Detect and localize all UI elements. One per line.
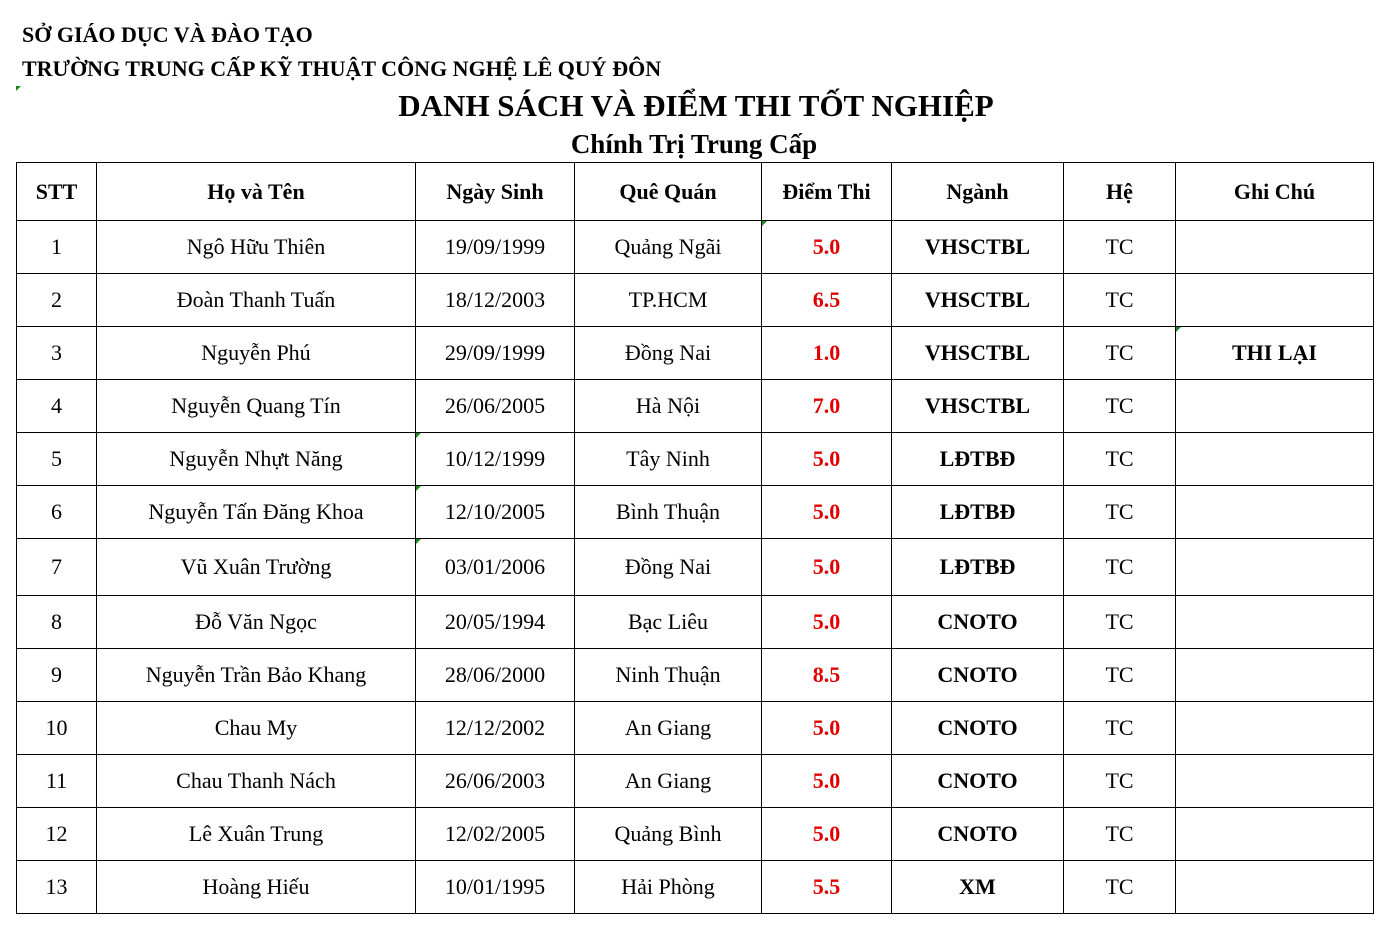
- cell-dob-text: 12/12/2002: [444, 715, 546, 740]
- cell-name-text: Lê Xuân Trung: [188, 821, 324, 846]
- cell-level: [1064, 702, 1176, 755]
- cell-major: [892, 755, 1064, 808]
- cell-major-text: LĐTBĐ: [939, 446, 1016, 471]
- cell-hometown: [575, 221, 762, 274]
- cell-level-text: TC: [1105, 393, 1134, 418]
- table-row: [17, 539, 1374, 596]
- cell-dob-text: 20/05/1994: [444, 609, 546, 634]
- cell-hometown: [575, 486, 762, 539]
- cell-stt-text: 2: [51, 287, 62, 312]
- cell-stt-text: 11: [45, 768, 68, 793]
- cell-dob-text: 26/06/2003: [444, 768, 546, 793]
- cell-stt-text: 8: [51, 609, 62, 634]
- cell-major: [892, 433, 1064, 486]
- cell-marker-icon: [416, 433, 421, 438]
- cell-stt: [17, 808, 97, 861]
- cell-score-text: 6.5: [812, 287, 841, 312]
- cell-level-text: TC: [1105, 554, 1134, 579]
- cell-score: [762, 327, 892, 380]
- cell-name: [97, 433, 416, 486]
- cell-hometown-text: Ninh Thuận: [615, 662, 721, 687]
- cell-hometown-text: Hà Nội: [635, 393, 701, 418]
- cell-major-text: CNOTO: [937, 821, 1018, 846]
- cell-dob-text: 26/06/2005: [444, 393, 546, 418]
- cell-score: [762, 380, 892, 433]
- column-header-name: Họ và Tên: [97, 163, 416, 221]
- table-row: [17, 596, 1374, 649]
- cell-level: [1064, 486, 1176, 539]
- cell-level-text: TC: [1105, 499, 1134, 524]
- cell-major: [892, 702, 1064, 755]
- cell-name-text: Nguyễn Phú: [201, 340, 311, 365]
- cell-stt: [17, 649, 97, 702]
- cell-name-text: Nguyễn Tấn Đăng Khoa: [148, 499, 364, 524]
- table-row: [17, 861, 1374, 914]
- cell-dob: [416, 274, 575, 327]
- cell-name: [97, 596, 416, 649]
- cell-score: [762, 433, 892, 486]
- cell-hometown-text: Tây Ninh: [626, 446, 710, 471]
- cell-major-text: LĐTBĐ: [939, 554, 1016, 579]
- cell-stt: [17, 380, 97, 433]
- cell-hometown: [575, 274, 762, 327]
- cell-marker-icon: [762, 221, 767, 226]
- cell-stt: [17, 486, 97, 539]
- cell-major: [892, 539, 1064, 596]
- cell-major-text: VHSCTBL: [924, 340, 1031, 365]
- cell-score-text: 8.5: [812, 662, 841, 687]
- cell-name-text: Hoàng Hiếu: [202, 874, 310, 899]
- table-row: [17, 486, 1374, 539]
- cell-name-text: Nguyễn Trần Bảo Khang: [145, 662, 367, 687]
- cell-note: [1176, 327, 1374, 380]
- cell-major-text: LĐTBĐ: [939, 499, 1016, 524]
- cell-name-text: Nguyễn Quang Tín: [171, 393, 341, 418]
- cell-dob: [416, 755, 575, 808]
- cell-note: [1176, 274, 1374, 327]
- cell-score: [762, 755, 892, 808]
- cell-stt-text: 10: [45, 715, 68, 740]
- column-header-score: Điểm Thi: [762, 163, 892, 221]
- cell-name-text: Vũ Xuân Trường: [180, 554, 332, 579]
- cell-name: [97, 861, 416, 914]
- cell-stt-text: 1: [51, 234, 62, 259]
- cell-score: [762, 702, 892, 755]
- cell-note: [1176, 486, 1374, 539]
- school-name: TRƯỜNG TRUNG CẤP KỸ THUẬT CÔNG NGHỆ LÊ QUÝ ĐÔN: [22, 56, 662, 81]
- cell-hometown: [575, 327, 762, 380]
- cell-hometown-text: Bạc Liêu: [627, 609, 709, 634]
- cell-score: [762, 596, 892, 649]
- column-header-note: Ghi Chú: [1176, 163, 1374, 221]
- cell-dob-text: 18/12/2003: [444, 287, 546, 312]
- cell-marker-icon: [416, 486, 421, 491]
- cell-score-text: 5.5: [812, 874, 841, 899]
- table-row: [17, 221, 1374, 274]
- column-header-dob: Ngày Sinh: [416, 163, 575, 221]
- cell-major-text: CNOTO: [937, 609, 1018, 634]
- cell-dob-text: 29/09/1999: [444, 340, 546, 365]
- cell-hometown: [575, 596, 762, 649]
- cell-note-text: THI LẠI: [1232, 340, 1317, 365]
- cell-hometown-text: Hải Phòng: [621, 874, 715, 899]
- cell-dob-text: 12/02/2005: [444, 821, 546, 846]
- cell-stt-text: 5: [51, 446, 62, 471]
- cell-level-text: TC: [1105, 768, 1134, 793]
- cell-score-text: 5.0: [812, 768, 841, 793]
- document-subtitle: Chính Trị Trung Cấp: [570, 129, 818, 159]
- cell-hometown-text: Bình Thuận: [615, 499, 721, 524]
- cell-level-text: TC: [1105, 821, 1134, 846]
- cell-level: [1064, 649, 1176, 702]
- cell-note: [1176, 755, 1374, 808]
- cell-level: [1064, 808, 1176, 861]
- cell-level: [1064, 221, 1176, 274]
- cell-major: [892, 380, 1064, 433]
- cell-score-text: 1.0: [812, 340, 841, 365]
- cell-major-text: CNOTO: [937, 662, 1018, 687]
- cell-name: [97, 808, 416, 861]
- cell-stt: [17, 539, 97, 596]
- cell-stt-text: 12: [45, 821, 68, 846]
- cell-note: [1176, 221, 1374, 274]
- cell-name: [97, 486, 416, 539]
- cell-major: [892, 221, 1064, 274]
- table-row: [17, 702, 1374, 755]
- cell-score-text: 5.0: [812, 715, 841, 740]
- cell-level-text: TC: [1105, 446, 1134, 471]
- cell-score: [762, 221, 892, 274]
- cell-stt: [17, 221, 97, 274]
- cell-level-text: TC: [1105, 874, 1134, 899]
- cell-hometown: [575, 380, 762, 433]
- cell-stt: [17, 702, 97, 755]
- cell-level-text: TC: [1105, 715, 1134, 740]
- cell-score: [762, 861, 892, 914]
- cell-major: [892, 649, 1064, 702]
- cell-name-text: Nguyễn Nhựt Năng: [169, 446, 343, 471]
- cell-marker-icon: [1176, 327, 1181, 332]
- table-row: [17, 649, 1374, 702]
- cell-stt-text: 9: [51, 662, 62, 687]
- cell-hometown-text: An Giang: [624, 768, 712, 793]
- results-table: [16, 162, 1374, 914]
- cell-score: [762, 486, 892, 539]
- cell-name: [97, 539, 416, 596]
- cell-score-text: 5.0: [812, 499, 841, 524]
- cell-dob-text: 12/10/2005: [444, 499, 546, 524]
- cell-dob: [416, 702, 575, 755]
- cell-hometown: [575, 808, 762, 861]
- cell-score-text: 5.0: [812, 234, 841, 259]
- cell-major: [892, 808, 1064, 861]
- cell-dob-text: 03/01/2006: [444, 554, 546, 579]
- cell-hometown: [575, 755, 762, 808]
- cell-stt-text: 3: [51, 340, 62, 365]
- cell-name: [97, 327, 416, 380]
- cell-level: [1064, 596, 1176, 649]
- cell-major-text: VHSCTBL: [924, 287, 1031, 312]
- cell-note: [1176, 596, 1374, 649]
- cell-name-text: Chau Thanh Nách: [176, 768, 336, 793]
- department-name: SỞ GIÁO DỤC VÀ ĐÀO TẠO: [22, 22, 313, 47]
- cell-score-text: 5.0: [812, 821, 841, 846]
- cell-dob: [416, 433, 575, 486]
- cell-dob-text: 28/06/2000: [444, 662, 546, 687]
- cell-name: [97, 380, 416, 433]
- cell-dob: [416, 486, 575, 539]
- cell-name-text: Đỗ Văn Ngọc: [195, 609, 317, 634]
- cell-name-text: Chau My: [214, 715, 298, 740]
- header-row: [17, 163, 1374, 221]
- cell-major: [892, 486, 1064, 539]
- cell-note: [1176, 380, 1374, 433]
- table-row: [17, 380, 1374, 433]
- cell-score: [762, 649, 892, 702]
- cell-hometown: [575, 433, 762, 486]
- cell-score: [762, 808, 892, 861]
- cell-score-text: 7.0: [812, 393, 841, 418]
- cell-stt: [17, 861, 97, 914]
- cell-level-text: TC: [1105, 609, 1134, 634]
- cell-score: [762, 274, 892, 327]
- document-title: DANH SÁCH VÀ ĐIỂM THI TỐT NGHIỆP: [398, 88, 994, 123]
- cell-hometown-text: Đồng Nai: [624, 554, 712, 579]
- cell-level-text: TC: [1105, 662, 1134, 687]
- cell-hometown: [575, 861, 762, 914]
- cell-hometown-text: Đồng Nai: [624, 340, 712, 365]
- column-header-level: Hệ: [1064, 163, 1176, 221]
- cell-major-text: VHSCTBL: [924, 393, 1031, 418]
- cell-hometown-text: Quảng Ngãi: [614, 234, 722, 259]
- table-row: [17, 808, 1374, 861]
- cell-major-text: CNOTO: [937, 715, 1018, 740]
- cell-dob: [416, 808, 575, 861]
- cell-hometown-text: An Giang: [624, 715, 712, 740]
- cell-dob: [416, 380, 575, 433]
- cell-level-text: TC: [1105, 340, 1134, 365]
- cell-score-text: 5.0: [812, 554, 841, 579]
- cell-level: [1064, 433, 1176, 486]
- cell-stt: [17, 755, 97, 808]
- cell-note: [1176, 861, 1374, 914]
- cell-stt-text: 7: [51, 554, 62, 579]
- cell-hometown-text: Quảng Bình: [614, 821, 722, 846]
- cell-hometown: [575, 539, 762, 596]
- cell-marker-icon: [416, 539, 421, 544]
- column-header-stt: STT: [17, 163, 97, 221]
- cell-level: [1064, 380, 1176, 433]
- cell-name: [97, 649, 416, 702]
- cell-name-text: Ngô Hữu Thiên: [186, 234, 326, 259]
- cell-note: [1176, 702, 1374, 755]
- cell-major: [892, 596, 1064, 649]
- cell-dob-text: 10/01/1995: [444, 874, 546, 899]
- cell-name: [97, 702, 416, 755]
- cell-dob: [416, 539, 575, 596]
- cell-stt: [17, 274, 97, 327]
- cell-major: [892, 861, 1064, 914]
- cell-dob-text: 19/09/1999: [444, 234, 546, 259]
- cell-note: [1176, 808, 1374, 861]
- cell-stt: [17, 327, 97, 380]
- cell-stt: [17, 596, 97, 649]
- cell-name: [97, 221, 416, 274]
- table-row: [17, 433, 1374, 486]
- cell-note: [1176, 433, 1374, 486]
- table-row: [17, 327, 1374, 380]
- cell-dob: [416, 649, 575, 702]
- cell-major-text: CNOTO: [937, 768, 1018, 793]
- cell-dob-text: 10/12/1999: [444, 446, 546, 471]
- cell-level: [1064, 274, 1176, 327]
- cell-stt-text: 6: [51, 499, 62, 524]
- cell-level-text: TC: [1105, 287, 1134, 312]
- cell-major-text: XM: [959, 874, 996, 899]
- cell-score-text: 5.0: [812, 609, 841, 634]
- cell-name: [97, 274, 416, 327]
- cell-level: [1064, 327, 1176, 380]
- table-row: [17, 755, 1374, 808]
- cell-name-text: Đoàn Thanh Tuấn: [176, 287, 336, 312]
- cell-major-text: VHSCTBL: [924, 234, 1031, 259]
- cell-stt: [17, 433, 97, 486]
- cell-level: [1064, 755, 1176, 808]
- cell-stt-text: 4: [51, 393, 62, 418]
- cell-level: [1064, 861, 1176, 914]
- cell-dob: [416, 596, 575, 649]
- cell-level: [1064, 539, 1176, 596]
- cell-score: [762, 539, 892, 596]
- cell-stt-text: 13: [45, 874, 68, 899]
- column-header-hometown: Quê Quán: [575, 163, 762, 221]
- cell-score-text: 5.0: [812, 446, 841, 471]
- cell-dob: [416, 221, 575, 274]
- cell-note: [1176, 539, 1374, 596]
- column-header-major: Ngành: [892, 163, 1064, 221]
- cell-hometown-text: TP.HCM: [628, 287, 708, 312]
- table-row: [17, 274, 1374, 327]
- cell-name: [97, 755, 416, 808]
- cell-note: [1176, 649, 1374, 702]
- cell-dob: [416, 327, 575, 380]
- cell-level-text: TC: [1105, 234, 1134, 259]
- cell-hometown: [575, 702, 762, 755]
- cell-major: [892, 274, 1064, 327]
- cell-hometown: [575, 649, 762, 702]
- cell-major: [892, 327, 1064, 380]
- cell-dob: [416, 861, 575, 914]
